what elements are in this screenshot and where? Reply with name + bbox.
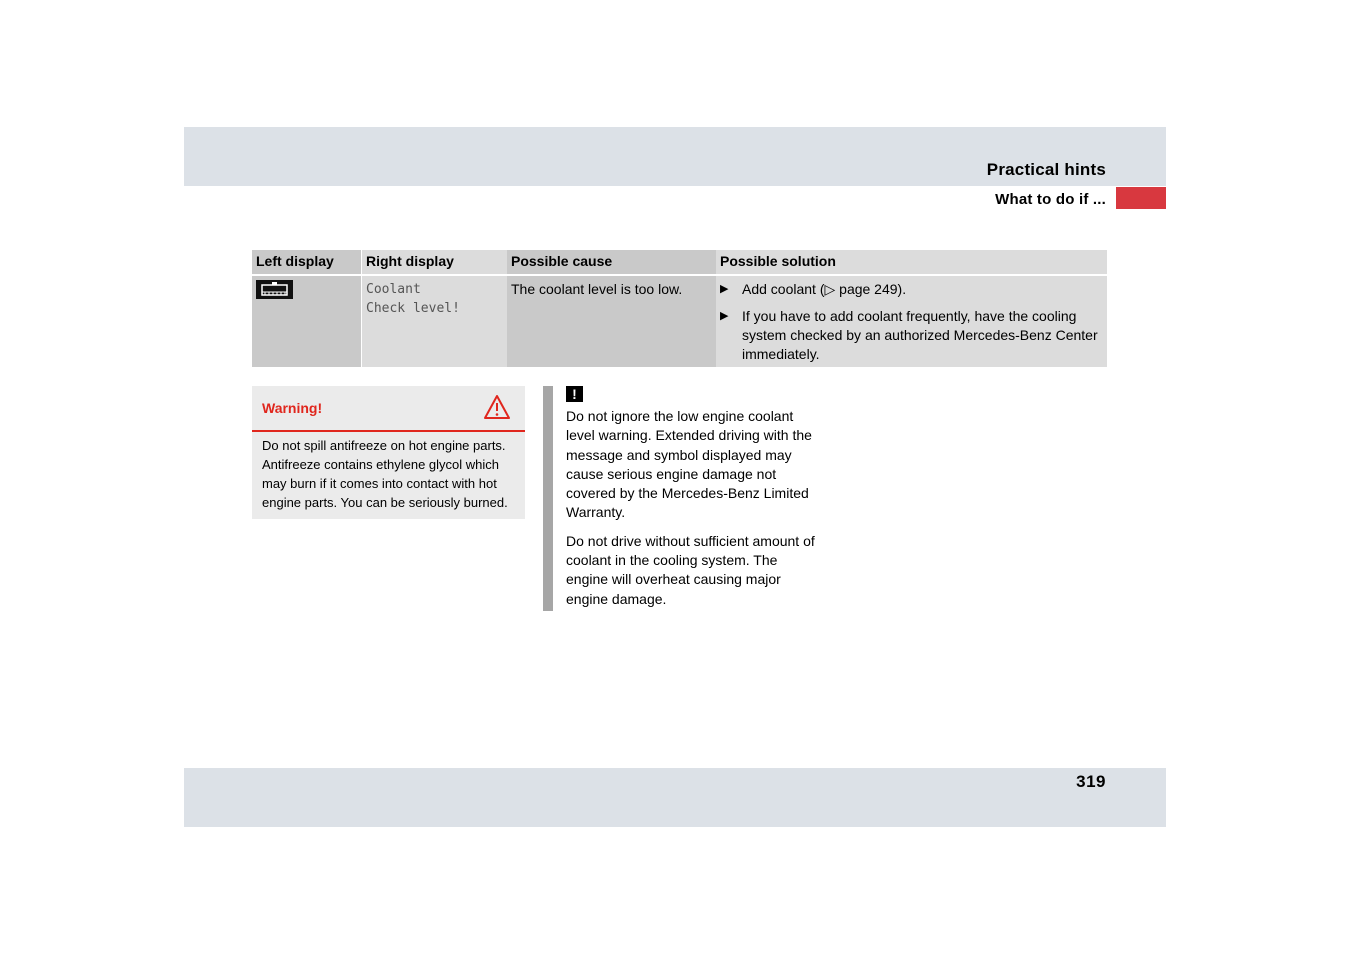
note-sidebar <box>543 386 553 611</box>
warning-triangle-icon <box>483 394 511 425</box>
troubleshooting-table <box>252 250 1107 367</box>
cell-possible-solution <box>716 276 1107 367</box>
cell-right-display <box>362 276 507 367</box>
column-possible-solution <box>716 250 1107 367</box>
cell-possible-cause: The coolant level is too low. <box>507 276 716 367</box>
header-right-display: Right display <box>362 250 507 275</box>
warning-box <box>252 386 525 519</box>
note-text <box>566 407 818 618</box>
section-tab-marker <box>1116 187 1166 209</box>
warning-title: Warning! <box>262 400 323 416</box>
bullet-arrow-icon: ▶ <box>720 283 729 295</box>
coolant-level-icon <box>256 280 293 299</box>
note-paragraph: Do not drive without sufficient amount of coolant in the cooling system. The engine will overheat causing major engine damage. <box>566 532 815 607</box>
solution-text: If you have to add coolant frequently, have the cooling system checked by an authorized Mercedes-Benz Center immediately. <box>742 308 1098 362</box>
section-title: Practical hints <box>986 160 1106 179</box>
column-left-display <box>252 250 361 367</box>
display-message-line2: Check level! <box>366 301 460 316</box>
column-possible-cause <box>507 250 716 367</box>
solution-item <box>720 307 1103 364</box>
solution-text: Add coolant (▷ page 249). <box>742 281 907 297</box>
warning-header <box>252 386 525 432</box>
page-number: 319 <box>1076 772 1106 791</box>
subsection-title: What to do if ... <box>995 191 1106 208</box>
warning-text: Do not spill antifreeze on hot engine parts. Antifreeze contains ethylene glycol which may burn if it comes into contact with hot engine parts. You can be seriously burned. <box>262 438 508 510</box>
header-possible-cause: Possible cause <box>507 250 716 275</box>
bullet-arrow-icon: ▶ <box>720 310 729 322</box>
cell-left-display <box>252 276 361 367</box>
solution-item <box>720 280 1103 299</box>
column-right-display <box>362 250 507 367</box>
note-paragraph: Do not ignore the low engine coolant level warning. Extended driving with the message and symbol displayed may cause serious engine damage not covered by the Mercedes-Benz Limited Warranty. <box>566 408 812 521</box>
exclamation-icon: ! <box>566 386 583 402</box>
display-message-line1: Coolant <box>366 282 421 297</box>
header-possible-solution: Possible solution <box>716 250 1107 275</box>
footer-band <box>184 768 1166 827</box>
header-left-display: Left display <box>252 250 361 275</box>
